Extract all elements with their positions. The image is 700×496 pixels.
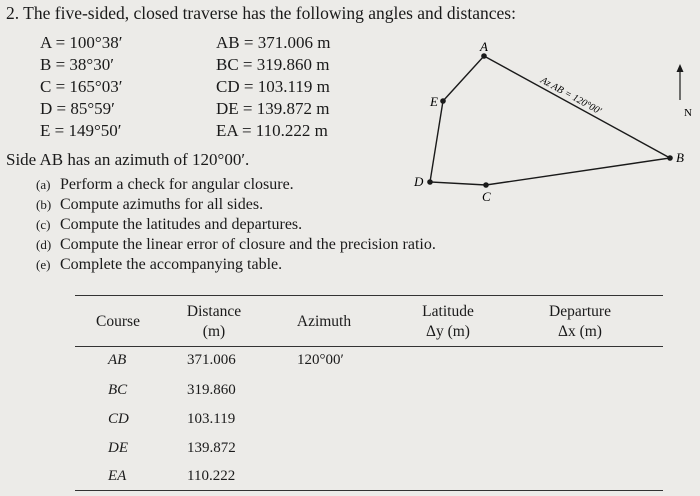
distance-ea: EA = 110.222 m (216, 121, 328, 140)
point-b-label: B (676, 150, 684, 165)
azimuth-statement: Side AB has an azimuth of 120°00′. (6, 150, 250, 169)
point-e-label: E (430, 94, 438, 109)
header-distance: Distance (186, 303, 242, 320)
task-label: (a) (36, 177, 51, 192)
header-course: Course (96, 313, 140, 330)
header-latitude-unit: Δy (m) (426, 323, 470, 340)
header-distance-unit: (m) (202, 323, 226, 340)
row-de-course: DE (108, 440, 128, 456)
point-d-label: D (414, 174, 424, 189)
distance-bc: BC = 319.860 m (216, 55, 330, 74)
distance-de: DE = 139.872 m (216, 99, 330, 118)
task-text: Compute the linear error of closure and the precision ratio. (60, 236, 436, 253)
table-bottom-rule (75, 490, 663, 491)
angle-b: B = 38°30′ (40, 55, 114, 74)
problem-title: 2. The five-sided, closed traverse has the following angles and distances: (6, 3, 516, 23)
row-de-distance: 139.872 (187, 440, 236, 456)
angle-d: D = 85°59′ (40, 99, 115, 118)
row-ab-azimuth: 120°00′ (297, 352, 344, 368)
task-text: Complete the accompanying table. (60, 256, 283, 273)
angle-e: E = 149°50′ (40, 121, 122, 140)
row-bc-course: BC (108, 382, 128, 398)
header-departure-unit: Δx (m) (558, 323, 602, 340)
task-text: Compute azimuths for all sides. (60, 196, 264, 213)
task-label: (c) (36, 217, 51, 232)
table-header-rule (75, 346, 663, 347)
distance-cd: CD = 103.119 m (216, 77, 330, 96)
north-label: N (684, 107, 692, 119)
row-ab-distance: 371.006 (187, 352, 236, 368)
distance-ab: AB = 371.006 m (216, 33, 331, 52)
task-label: (d) (36, 237, 52, 252)
task-label: (b) (36, 197, 52, 212)
point-a-label: A (480, 39, 488, 54)
row-ea-course: EA (108, 468, 127, 484)
angle-c: C = 165°03′ (40, 77, 123, 96)
header-latitude: Latitude (422, 303, 474, 320)
task-text: Perform a check for angular closure. (60, 176, 294, 193)
angle-a: A = 100°38′ (40, 33, 123, 52)
row-bc-distance: 319.860 (187, 382, 236, 398)
header-azimuth: Azimuth (296, 313, 352, 330)
row-cd-distance: 103.119 (187, 411, 236, 427)
row-ab-course: AB (108, 352, 127, 368)
header-departure: Departure (549, 303, 611, 320)
azimuth-annotation: Az AB = 120°00′ (538, 74, 604, 118)
table-top-rule (75, 295, 663, 296)
task-label: (e) (36, 257, 51, 272)
row-ea-distance: 110.222 (187, 468, 236, 484)
row-cd-course: CD (108, 411, 129, 427)
task-text: Compute the latitudes and departures. (60, 216, 303, 233)
point-c-label: C (482, 189, 491, 204)
